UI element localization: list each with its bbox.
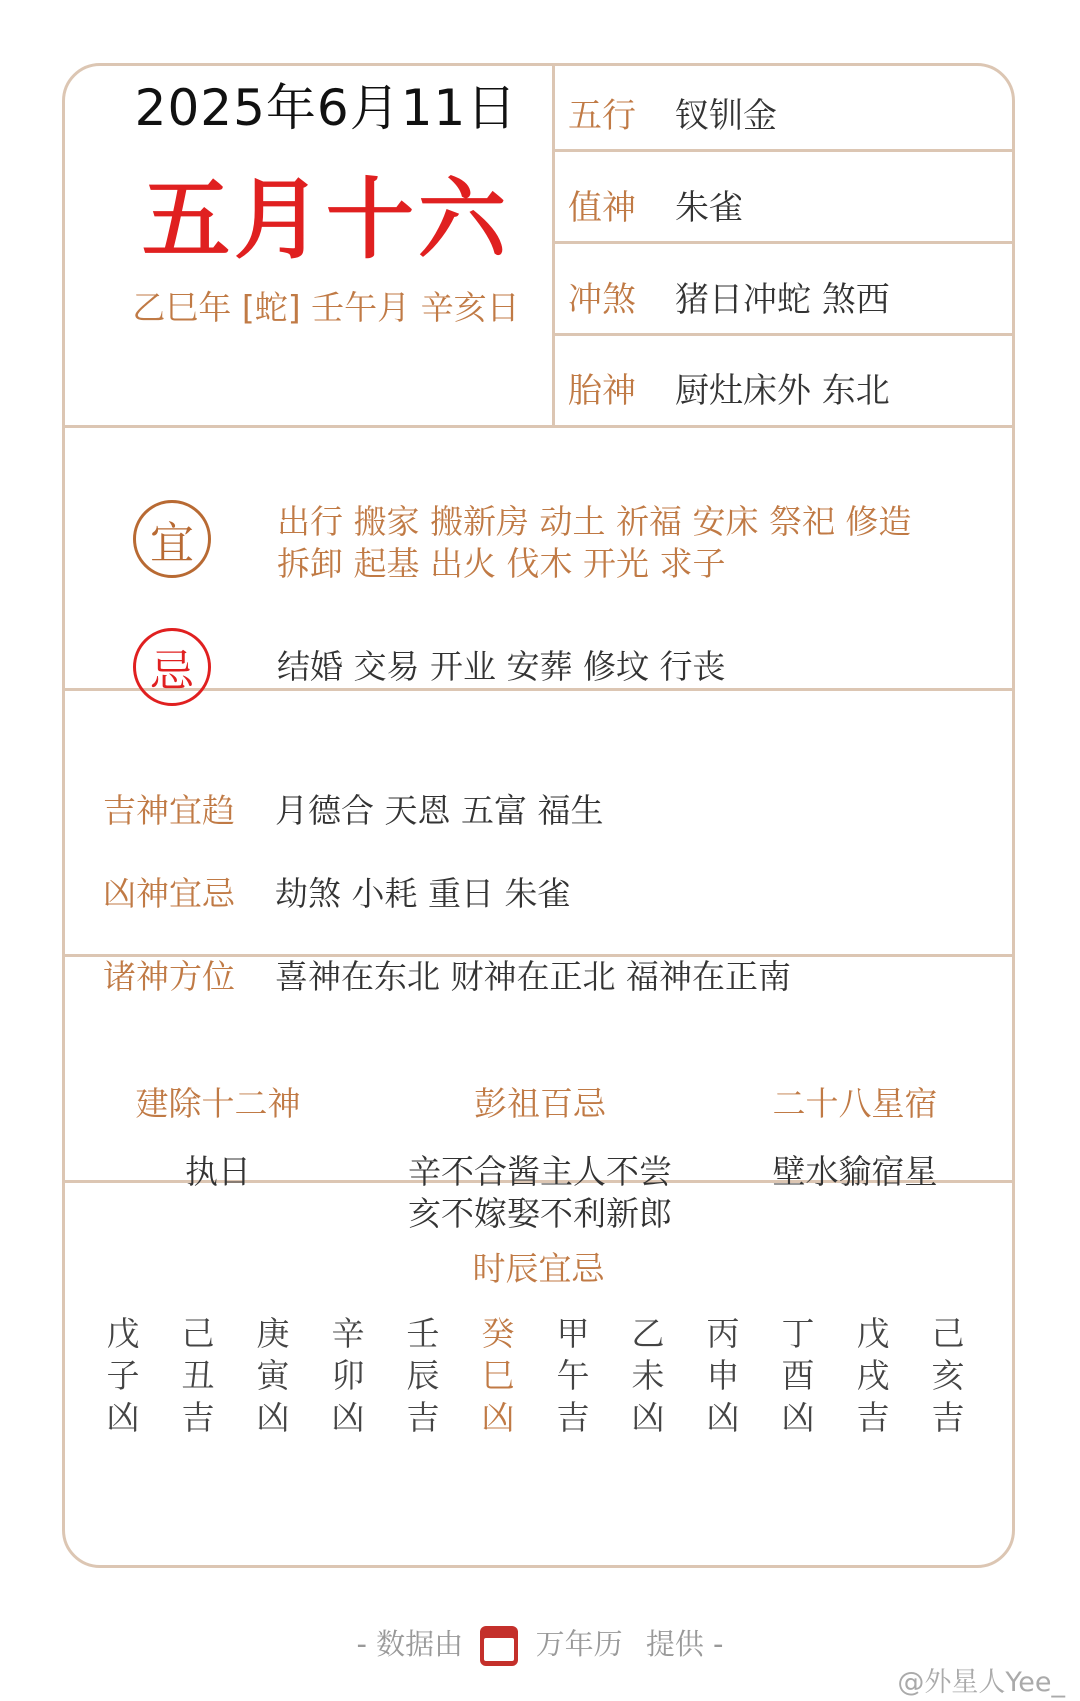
ji-list: 结婚 交易 开业 安葬 修坟 行丧 (277, 647, 726, 686)
hour-luck: 凶 (631, 1398, 665, 1437)
hour-gan: 丁 (781, 1314, 815, 1353)
info-label: 五行 (568, 96, 636, 136)
hour-luck: 吉 (931, 1398, 965, 1437)
column-pengzu (380, 1078, 700, 1235)
yi-line: 出行 搬家 搬新房 动土 祈福 安床 祭祀 修造 (277, 502, 912, 541)
watermark: @外星人Yee_ (897, 1667, 1065, 1698)
column-jianchu (118, 1078, 318, 1193)
divider (65, 425, 1012, 428)
hour-item (98, 1313, 148, 1439)
shen-row-xiongshen (103, 868, 570, 915)
column-value: 壁水貐宿星 (772, 1152, 938, 1191)
footer-prefix: - 数据由 (356, 1627, 464, 1661)
shen-label: 诸神方位 (103, 957, 235, 996)
hour-item (398, 1313, 448, 1439)
info-label: 值神 (568, 188, 636, 228)
hour-gan: 乙 (631, 1314, 665, 1353)
ganzhi-date: 乙巳年 [蛇] 壬午月 辛亥日 (132, 288, 520, 327)
info-value: 猪日冲蛇 煞西 (675, 280, 890, 320)
hour-gan: 癸 (481, 1314, 515, 1353)
hour-gan: 丙 (706, 1314, 740, 1353)
column-value: 执日 (185, 1152, 251, 1191)
hour-luck: 吉 (181, 1398, 215, 1437)
hour-zhi: 子 (106, 1356, 140, 1395)
info-value: 朱雀 (675, 188, 743, 228)
hour-zhi: 丑 (181, 1356, 215, 1395)
hour-item (173, 1313, 223, 1439)
hour-gan: 戊 (106, 1314, 140, 1353)
shen-row-jishen (103, 785, 603, 832)
shen-label: 吉神宜趋 (103, 791, 235, 830)
shen-value: 月德合 天恩 五富 福生 (275, 791, 604, 830)
hour-zhi: 申 (706, 1356, 740, 1395)
divider (555, 149, 1012, 152)
info-row-taishen (568, 363, 890, 411)
pengzu-line: 辛不合酱主人不尝 (408, 1152, 672, 1191)
yi-line: 拆卸 起基 出火 伐木 开光 求子 (277, 544, 726, 583)
info-value: 钗钏金 (675, 96, 777, 136)
yi-list (277, 501, 977, 585)
hour-item (923, 1313, 973, 1439)
column-title: 彭祖百忌 (474, 1084, 606, 1123)
shen-value: 喜神在东北 财神在正北 福神在正南 (275, 957, 791, 996)
hour-gan: 甲 (556, 1314, 590, 1353)
hour-zhi: 卯 (331, 1356, 365, 1395)
ji-badge: 忌 (133, 628, 211, 706)
shen-row-fangwei (103, 951, 791, 998)
info-row-wuxing (568, 88, 777, 136)
lunar-date: 五月十六 (141, 168, 510, 271)
hour-luck: 吉 (556, 1398, 590, 1437)
hour-luck: 凶 (706, 1398, 740, 1437)
hour-luck: 凶 (106, 1398, 140, 1437)
column-value (380, 1151, 700, 1235)
column-title: 二十八星宿 (772, 1084, 938, 1123)
hour-luck: 凶 (481, 1398, 515, 1437)
column-xingxiu (745, 1078, 965, 1193)
hour-zhi: 巳 (481, 1356, 515, 1395)
pengzu-line: 亥不嫁娶不利新郎 (408, 1194, 672, 1233)
divider (65, 688, 1012, 691)
hour-gan: 己 (181, 1314, 215, 1353)
hour-item (548, 1313, 598, 1439)
hour-zhi: 寅 (256, 1356, 290, 1395)
hour-luck: 凶 (781, 1398, 815, 1437)
hour-zhi: 未 (631, 1356, 665, 1395)
shen-label: 凶神宜忌 (103, 874, 235, 913)
hour-luck: 凶 (256, 1398, 290, 1437)
hour-luck: 吉 (406, 1398, 440, 1437)
hour-item (773, 1313, 823, 1439)
hour-item (473, 1313, 523, 1439)
footer-source: 万年历 (535, 1627, 623, 1661)
hour-gan: 己 (931, 1314, 965, 1353)
hour-zhi: 酉 (781, 1356, 815, 1395)
hour-item (248, 1313, 298, 1439)
column-title: 建除十二神 (135, 1084, 301, 1123)
footer-suffix: 提供 - (645, 1627, 724, 1661)
hour-gan: 庚 (256, 1314, 290, 1353)
info-row-chongsha (568, 272, 890, 320)
info-label: 胎神 (568, 371, 636, 411)
hour-zhi: 辰 (406, 1356, 440, 1395)
hours-title: 时辰宜忌 (472, 1249, 605, 1288)
hour-zhi: 戌 (856, 1356, 890, 1395)
hour-item (848, 1313, 898, 1439)
hour-item (623, 1313, 673, 1439)
info-label: 冲煞 (568, 280, 636, 320)
hour-zhi: 午 (556, 1356, 590, 1395)
hour-luck: 凶 (331, 1398, 365, 1437)
hour-gan: 壬 (406, 1314, 440, 1353)
calendar-logo-icon (480, 1626, 518, 1666)
divider (555, 241, 1012, 244)
yi-badge: 宜 (133, 500, 211, 578)
divider (555, 333, 1012, 336)
info-value: 厨灶床外 东北 (675, 371, 890, 411)
hour-gan: 辛 (331, 1314, 365, 1353)
solar-date: 2025年6月11日 (134, 79, 518, 137)
hour-item (698, 1313, 748, 1439)
hour-zhi: 亥 (931, 1356, 965, 1395)
hour-luck: 吉 (856, 1398, 890, 1437)
info-row-zhishen (568, 180, 743, 228)
hour-gan: 戊 (856, 1314, 890, 1353)
hour-item (323, 1313, 373, 1439)
shen-value: 劫煞 小耗 重日 朱雀 (275, 874, 571, 913)
